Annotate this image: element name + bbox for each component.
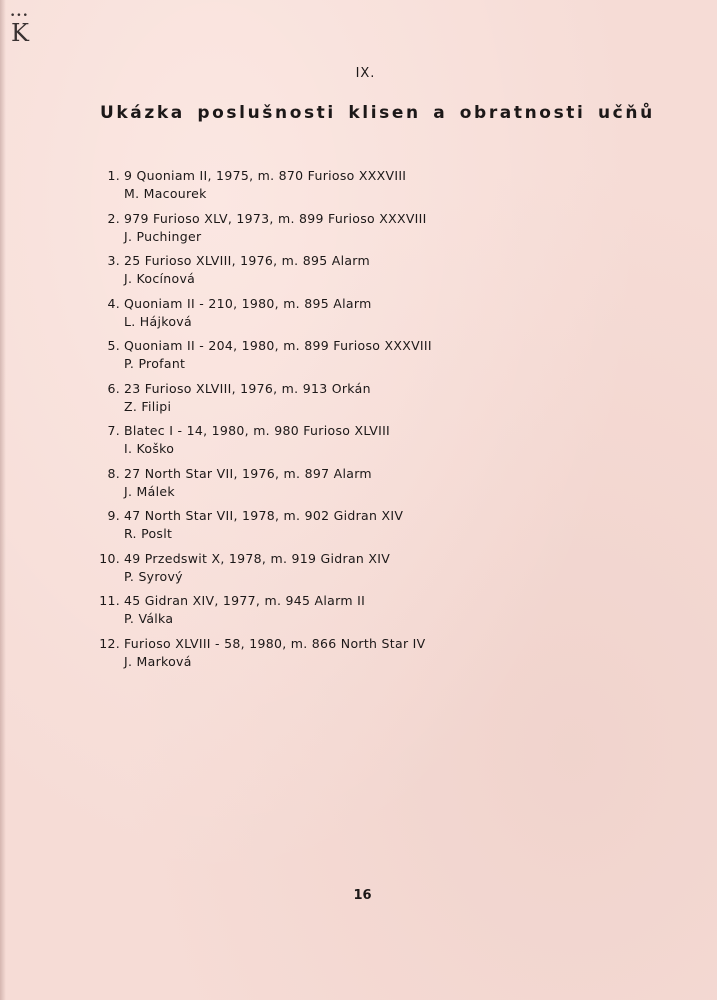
list-item <box>96 210 516 253</box>
entry-person: I. Koško <box>124 441 175 456</box>
entry-number: 1. <box>107 168 120 183</box>
list-item <box>96 252 516 295</box>
entry-number: 5. <box>107 338 120 353</box>
entry-horse: Blatec I - 14, 1980, m. 980 Furioso XLVIII <box>124 423 391 438</box>
entry-person: J. Kocínová <box>124 271 196 286</box>
page-edge-shadow <box>0 0 6 1000</box>
entry-number: 6. <box>107 380 120 396</box>
entry-horse: 27 North Star VII, 1976, m. 897 Alarm <box>124 465 372 481</box>
entry-list <box>96 167 516 677</box>
entry-horse: 45 Gidran XIV, 1977, m. 945 Alarm II <box>124 593 366 608</box>
list-item <box>96 422 516 465</box>
list-item <box>96 337 516 380</box>
entry-horse: 979 Furioso XLV, 1973, m. 899 Furioso XXXVIII <box>124 210 427 226</box>
entry-number: 11. <box>99 593 120 608</box>
page-title: Ukázka poslušnosti klisen a obratnosti učňů <box>100 103 655 123</box>
entry-horse: 25 Furioso XLVIII, 1976, m. 895 Alarm <box>124 253 371 268</box>
list-item <box>96 380 516 423</box>
entry-horse: 9 Quoniam II, 1975, m. 870 Furioso XXXVIII <box>124 168 407 183</box>
entry-horse: 47 North Star VII, 1978, m. 902 Gidran XIV <box>124 508 404 523</box>
entry-number: 2. <box>107 210 120 226</box>
list-item <box>96 592 516 635</box>
entry-horse: Furioso XLVIII - 58, 1980, m. 866 North Star IV <box>124 635 426 651</box>
entry-horse: Quoniam II - 210, 1980, m. 895 Alarm <box>124 295 372 311</box>
entry-person: J. Málek <box>124 483 175 499</box>
list-item <box>96 635 516 678</box>
entry-horse: 49 Przedswit X, 1978, m. 919 Gidran XIV <box>124 550 391 566</box>
list-item <box>96 167 516 210</box>
entry-number: 12. <box>99 635 120 651</box>
entry-person: P. Syrový <box>124 568 183 584</box>
library-logo <box>8 12 34 48</box>
section-number: IX. <box>355 66 376 81</box>
entry-person: M. Macourek <box>124 186 207 201</box>
entry-horse: Quoniam II - 204, 1980, m. 899 Furioso XXXVIII <box>124 338 432 353</box>
entry-number: 7. <box>107 423 120 438</box>
entry-person: Z. Filipi <box>124 398 172 414</box>
entry-number: 9. <box>107 508 120 523</box>
logo-dots: ••• <box>10 11 29 21</box>
entry-number: 10. <box>99 550 120 566</box>
entry-person: R. Poslt <box>124 526 173 541</box>
list-item <box>96 465 516 508</box>
entry-person: L. Hájková <box>124 313 192 329</box>
entry-person: P. Profant <box>124 356 186 371</box>
logo-letter: K <box>11 19 29 47</box>
entry-person: P. Válka <box>124 611 174 626</box>
entry-person: J. Puchinger <box>124 228 202 244</box>
page-number: 16 <box>353 888 372 903</box>
list-item <box>96 550 516 593</box>
entry-person: J. Marková <box>124 653 192 669</box>
entry-number: 3. <box>107 253 120 268</box>
entry-horse: 23 Furioso XLVIII, 1976, m. 913 Orkán <box>124 380 371 396</box>
entry-number: 8. <box>107 465 120 481</box>
entry-number: 4. <box>107 295 120 311</box>
list-item <box>96 507 516 550</box>
list-item <box>96 295 516 338</box>
